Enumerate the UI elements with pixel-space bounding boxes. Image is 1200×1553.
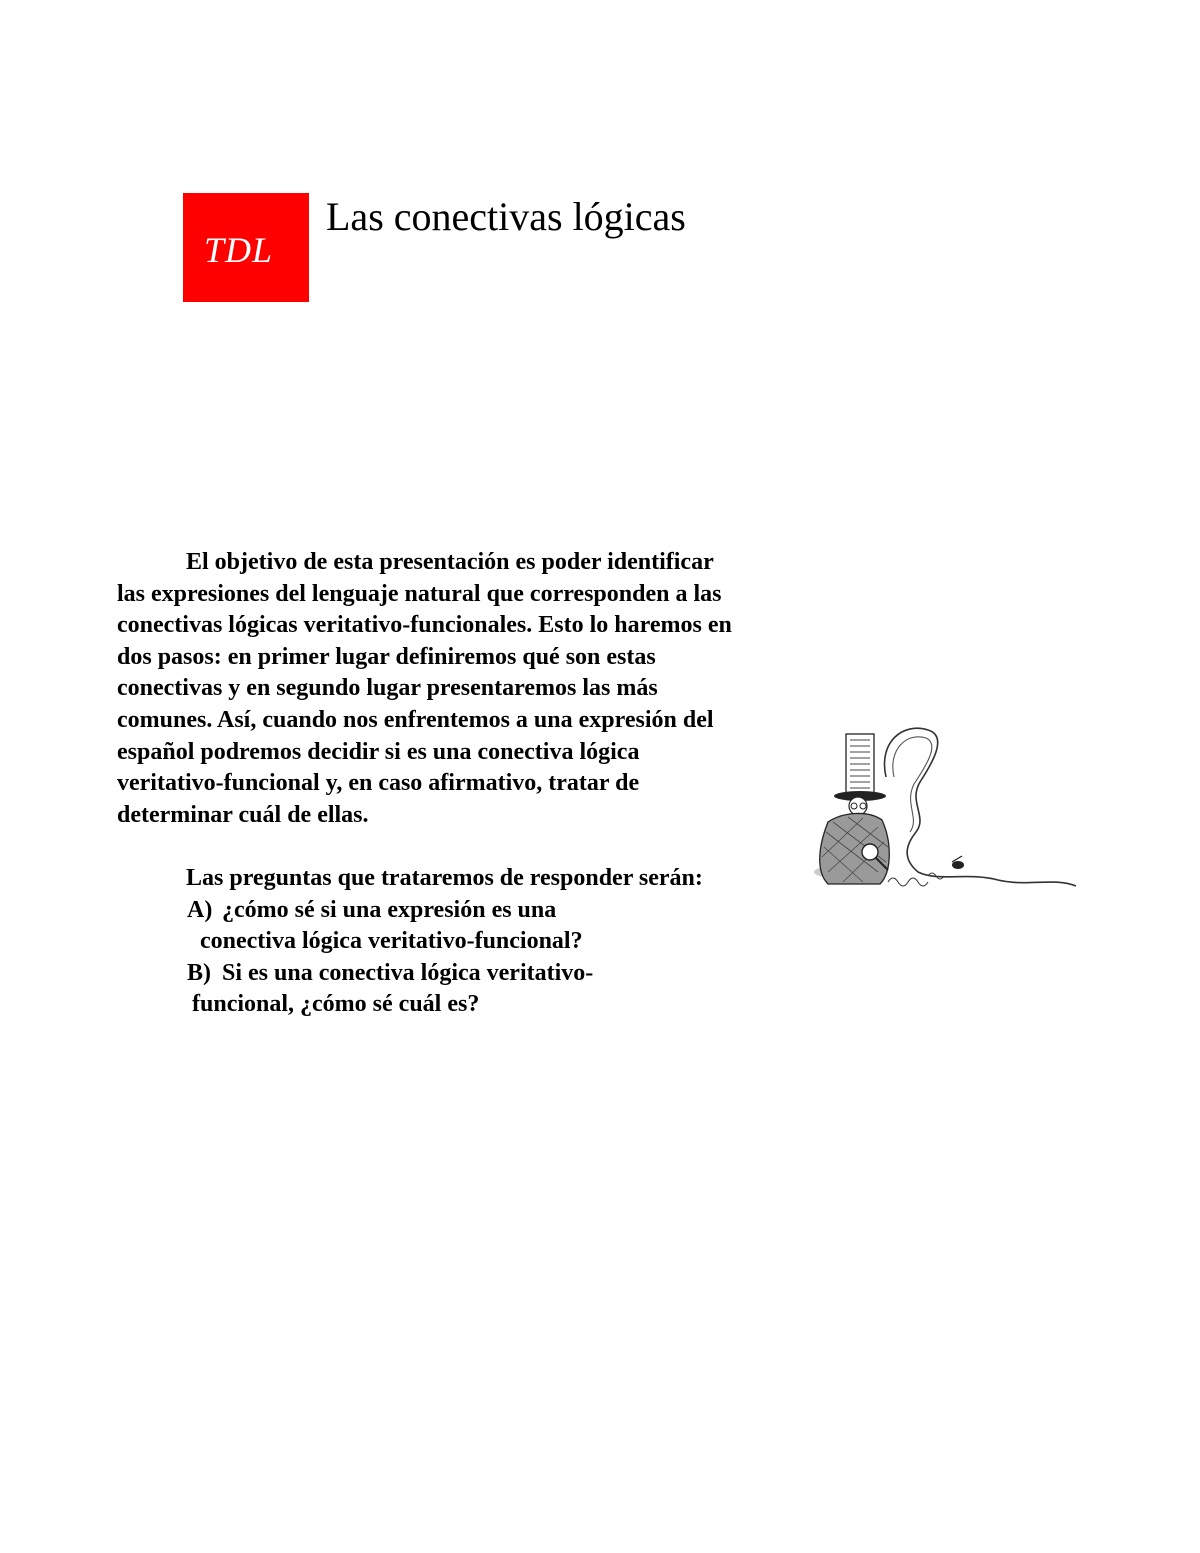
- page-title: Las conectivas lógicas: [326, 194, 686, 239]
- question-line: ¿cómo sé si una expresión es una: [222, 896, 557, 923]
- tdl-logo-text: TDL: [204, 230, 274, 270]
- cartoon-person-icon: [808, 722, 1080, 898]
- question-line-continued: conectiva lógica veritativo-funcional?: [200, 928, 583, 955]
- body-text: [117, 547, 737, 1021]
- intro-paragraph: El objetivo de esta presentación es poder identificar las expresiones del lenguaje natural que corresponden a las conectivas lógicas veritativo-funcionales. Esto lo haremos en dos pasos: en primer lugar definiremos qué son estas conectivas y en segundo lugar presentaremos las más comunes. Así, cuando nos enfrentemos a una expresión del español podremos decidir si es una conectiva lógica veritativo-funcional y, en caso afirmativo, tratar de determinar cuál de ellas.: [117, 549, 732, 828]
- tdl-logo: [183, 193, 309, 302]
- question-marker: B): [187, 959, 211, 986]
- question-marker: A): [187, 896, 213, 923]
- question-line-continued: funcional, ¿cómo sé cuál es?: [192, 991, 480, 1018]
- question-item-b: [117, 958, 737, 1021]
- questions-intro: Las preguntas que trataremos de responder serán:: [186, 864, 703, 891]
- question-line: Si es una conectiva lógica veritativo-: [222, 959, 594, 986]
- question-item-a: [117, 895, 737, 958]
